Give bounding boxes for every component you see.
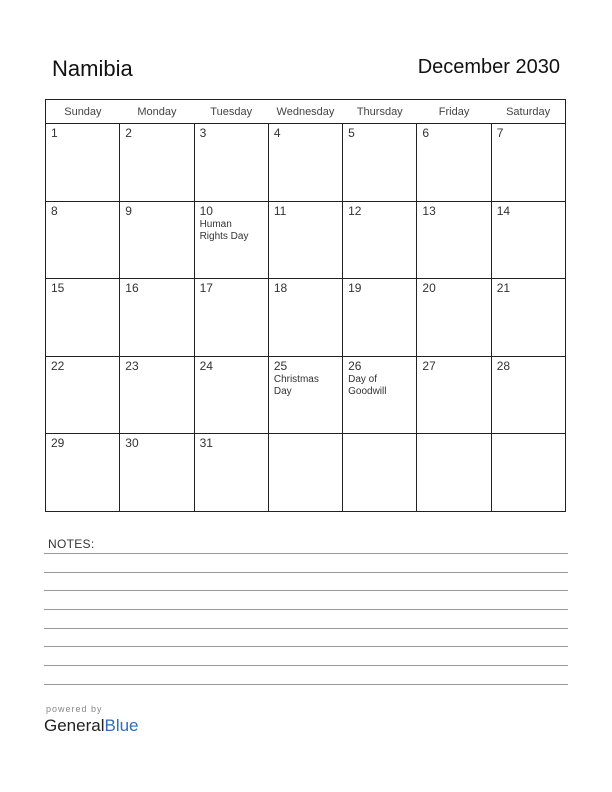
note-line [44,665,568,666]
weekday-saturday: Saturday [491,100,565,124]
calendar-day-cell [46,356,120,434]
calendar-day-cell [194,124,268,202]
calendar-week-row [46,279,566,357]
day-number: 1 [51,126,58,140]
calendar-day-cell [343,434,417,512]
day-number: 7 [496,126,504,140]
day-number: 6 [422,126,430,140]
day-number: 22 [51,358,65,373]
calendar-day-cell [194,279,268,357]
calendar-day-cell [491,356,565,434]
brand-general: General [44,716,105,735]
note-line [44,609,568,610]
holiday-label: Christmas Day [273,373,319,397]
day-number: 24 [199,358,213,373]
calendar-day-cell [491,434,565,512]
day-number: 5 [348,126,355,140]
day-number: 12 [348,203,362,218]
weekday-sunday: Sunday [46,100,120,124]
calendar-day-cell [343,124,417,202]
weekday-tuesday: Tuesday [194,100,268,124]
day-number: 18 [273,281,288,296]
calendar-week-row [46,356,566,434]
day-number: 30 [125,436,139,451]
calendar-day-cell [417,124,491,202]
calendar-day-cell [268,356,342,434]
calendar-week-row [46,201,566,279]
calendar-day-cell [120,201,194,279]
calendar-day-cell [194,201,268,279]
day-number: 11 [273,203,287,218]
day-number: 29 [51,436,65,451]
calendar-day-cell [46,201,120,279]
day-number: 23 [125,358,139,373]
calendar-day-cell [268,434,342,512]
day-number: 26 [348,358,362,373]
weekday-wednesday: Wednesday [268,100,342,124]
calendar-day-cell [417,434,491,512]
day-number: 21 [496,281,511,296]
weekday-header-row [46,100,566,124]
calendar-day-cell [343,356,417,434]
day-number: 10 [199,203,213,218]
day-number: 2 [125,126,132,140]
day-number: 4 [273,126,281,140]
calendar-day-cell [46,279,120,357]
day-number: 16 [125,281,139,296]
calendar-day-cell [343,279,417,357]
note-line [44,646,568,647]
day-number: 25 [273,358,288,373]
day-number: 9 [125,203,132,218]
calendar-grid [45,99,566,512]
day-number: 27 [422,358,436,373]
day-number: 3 [199,126,207,140]
calendar-day-cell [120,279,194,357]
calendar-day-cell [268,201,342,279]
day-number: 8 [51,203,58,218]
calendar-day-cell [194,356,268,434]
note-line [44,553,568,554]
generalblue-logo[interactable] [44,716,139,736]
note-line [44,572,568,573]
holiday-label: Human Rights Day [199,218,249,242]
note-line [44,628,568,629]
calendar-month-title: December 2030 [417,56,560,78]
calendar-country-title: Namibia [52,56,133,81]
calendar-day-cell [491,124,565,202]
calendar-day-cell [120,434,194,512]
weekday-thursday: Thursday [343,100,417,124]
calendar-day-cell [417,356,491,434]
day-number: 14 [496,203,511,218]
calendar-day-cell [417,201,491,279]
calendar-day-cell [120,356,194,434]
day-number: 15 [51,281,65,296]
day-number: 28 [496,358,511,373]
holiday-label: Day of Goodwill [348,373,387,397]
day-number: 19 [348,281,362,296]
day-number: 13 [422,203,436,218]
calendar-week-row [46,434,566,512]
calendar-day-cell [46,434,120,512]
note-line [44,590,568,591]
calendar-day-cell [491,201,565,279]
weekday-friday: Friday [417,100,491,124]
calendar-week-row [46,124,566,202]
calendar-day-cell [343,201,417,279]
day-number: 20 [422,281,436,296]
notes-label: NOTES: [48,537,95,551]
calendar-day-cell [417,279,491,357]
calendar-day-cell [120,124,194,202]
brand-blue: Blue [104,716,139,735]
calendar-day-cell [194,434,268,512]
calendar-day-cell [46,124,120,202]
day-number: 17 [199,281,213,296]
weekday-monday: Monday [120,100,194,124]
calendar-day-cell [268,279,342,357]
calendar-day-cell [491,279,565,357]
day-number: 31 [199,436,213,451]
note-line [44,684,568,685]
calendar-day-cell [268,124,342,202]
powered-by-text: powered by [46,704,103,714]
